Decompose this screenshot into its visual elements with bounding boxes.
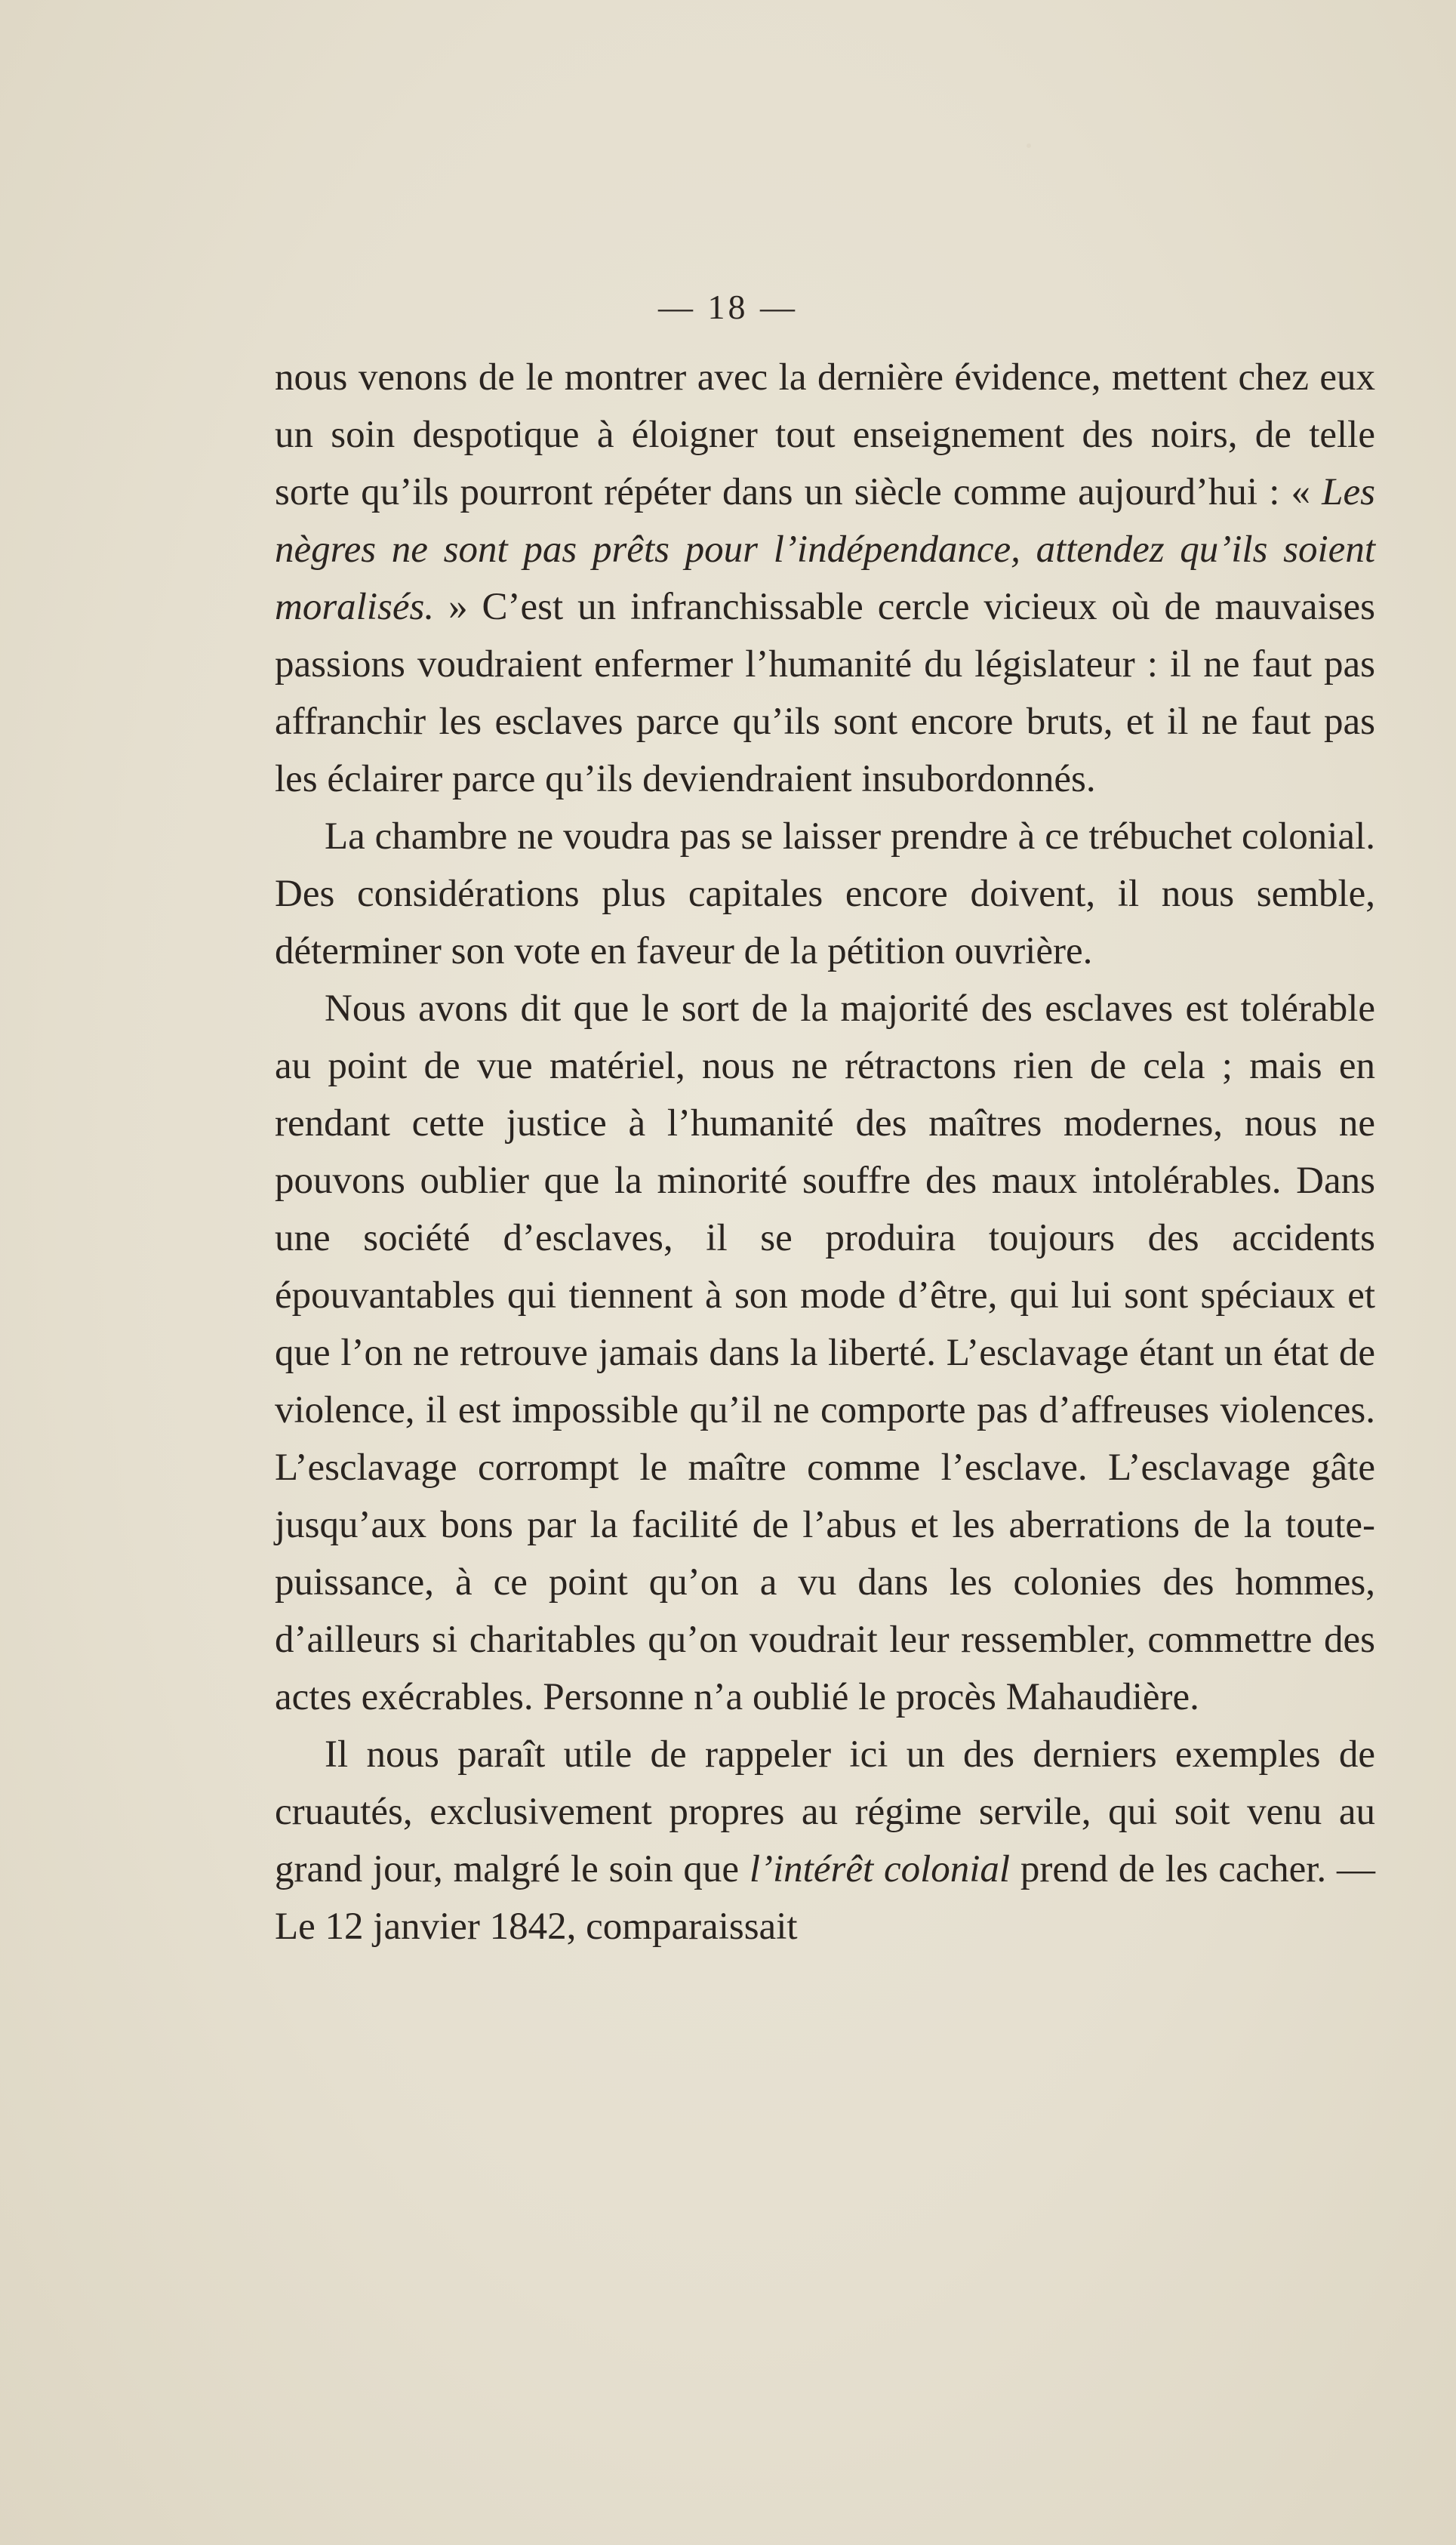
text-segment: Nous avons dit que le sort de la majorité des esclaves est tolérable au point de vue matériel, nous ne rétractons rien de cela ; mais en rendant cette justice à l’humanité des maîtres modernes, nous ne pouvons oublier que la minorité souffre des maux intolérables. Dans une société d’esclaves, il se produira toujours des accidents épouvantables qui tiennent à son mode d’être, qui lui sont spéciaux et que l’on ne retrouve jamais dans la liberté. L’esclavage étant un état de violence, il est impossible qu’il ne comporte pas d’affreuses violences. L’esclavage corrompt le maître comme l’esclave. L’esclavage gâte jusqu’aux bons par la facilité de l’abus et les aberrations de la toute-puissance, à ce point qu’on a vu dans les colonies des hommes, d’ailleurs si charitables qu’on voudrait leur ressembler, commettre des actes exécrables. Personne n’a oublié le procès Mahaudière. — [275, 987, 1375, 1718]
italic-quote: Les nègres ne sont pas prêts pour l’indépendance, attendez qu’ils soient moralisés. — [275, 471, 1375, 628]
body-text — [275, 349, 1375, 1955]
page-number: — 18 — — [658, 288, 798, 326]
italic-phrase: l’intérêt colonial — [749, 1848, 1011, 1890]
text-segment: nous venons de le montrer avec la dernière évidence, mettent chez eux un soin despotique à éloigner tout enseignement des noirs, de telle sorte qu’ils pourront répéter dans un siècle comme aujourd’hui : « — [275, 356, 1375, 513]
text-segment: prend de les cacher. — Le 12 janvier 1842, comparaissait — [275, 1848, 1375, 1948]
paragraph-1 — [275, 349, 1375, 808]
paper-stain — [1027, 143, 1031, 148]
text-segment: » C’est un infranchissable cercle vicieux où de mauvaises passions voudraient enfermer l’humanité du législateur : il ne faut pas affranchir les esclaves parce qu’ils sont encore bruts, et il ne faut pas les éclairer parce qu’ils deviendraient insubordonnés. — [275, 586, 1375, 800]
paragraph-2 — [275, 808, 1375, 980]
text-segment: La chambre ne voudra pas se laisser prendre à ce trébuchet colonial. Des considérations plus capitales encore doivent, il nous semble, déterminer son vote en faveur de la pétition ouvrière. — [275, 815, 1375, 972]
text-segment: Il nous paraît utile de rappeler ici un des derniers exemples de cruautés, exclusivement propres au régime servile, qui soit venu au grand jour, malgré le soin que — [275, 1733, 1375, 1890]
paragraph-4 — [275, 1726, 1375, 1955]
paragraph-3 — [275, 980, 1375, 1726]
